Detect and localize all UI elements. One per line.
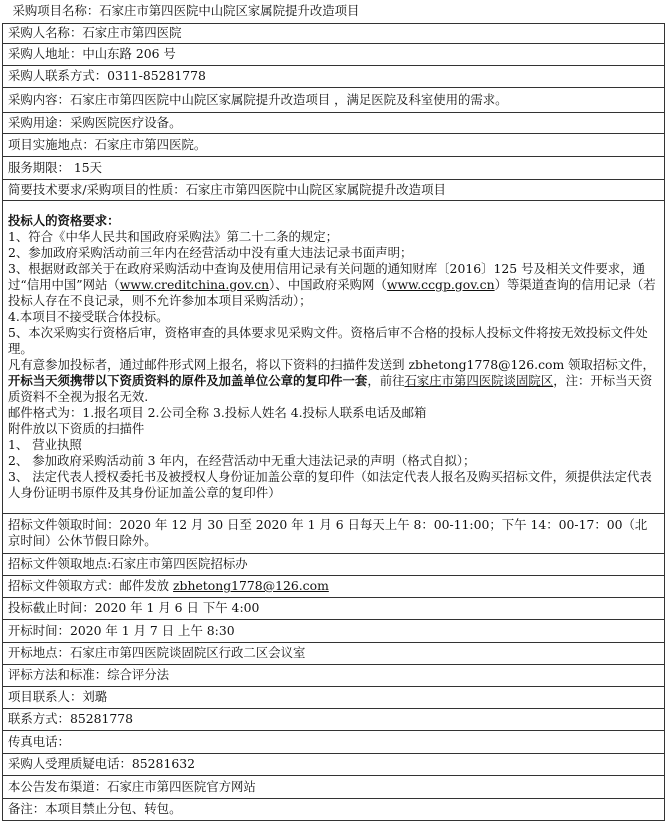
document-get-method: 招标文件领取方式：邮件发放 zbhetong1778@126.com xyxy=(3,575,665,597)
attachment-1: 1、 营业执照 xyxy=(8,436,82,452)
announcement-table xyxy=(2,0,665,821)
fax-phone: 传真电话： xyxy=(3,730,665,753)
purchaser-name: 采购人名称：石家庄市第四医院 xyxy=(3,23,665,43)
attachment-2: 2、 参加政府采购活动前 3 年内，在经营活动中无重大违法记录的声明（格式自拟）； xyxy=(8,452,476,468)
purchase-use: 采购用途：采购医院医疗设备。 xyxy=(3,112,665,133)
qualification-2: 2、参加政府采购活动前三年内在经营活动中没有重大违法记录书面声明； xyxy=(8,244,413,260)
opening-place: 开标地点：石家庄市第四医院谈固院区行政二区会议室 xyxy=(3,642,665,664)
opening-time: 开标时间：2020 年 1 月 7 日 上午 8:30 xyxy=(3,619,665,642)
qualifications-heading: 投标人的资格要求： xyxy=(8,212,120,228)
qualification-1: 1、符合《中华人民共和国政府采购法》第二十二条的规定； xyxy=(8,228,339,244)
qualification-4: 4.本项目不接受联合体投标。 xyxy=(8,308,169,324)
creditchina-link[interactable]: www.creditchina.gov.cn xyxy=(119,276,270,292)
attachment-heading: 附件放以下资质的扫描件 xyxy=(8,420,145,436)
publish-channel: 本公告发布渠道：石家庄市第四医院官方网站 xyxy=(3,775,665,798)
email-link[interactable]: zbhetong1778@126.com xyxy=(173,578,329,593)
mail-format: 邮件格式为：1.报名项目 2.公司全称 3.投标人姓名 4.投标人联系电话及邮箱 xyxy=(8,404,427,420)
qualification-3: 3、根据财政部关于在政府采购活动中查询及使用信用记录有关问题的通知财库〔2016〕125 号及相关文件要求，通过“信用中国”网站（www.creditchina.gov.cn）、中国政府采购网（www.ccgp.gov.cn）等渠道查询的信用记录（若投标人存在不良记录，则不允许参加本项目采购活动）； xyxy=(8,260,656,308)
purchase-content: 采购内容：石家庄市第四医院中山院区家属院提升改造项目 ，满足医院及科室使用的需求。 xyxy=(3,87,665,112)
service-period: 服务期限： 15天 xyxy=(3,156,665,179)
bid-deadline: 投标截止时间：2020 年 1 月 6 日 下午 4:00 xyxy=(3,597,665,619)
registration-instructions: 凡有意参加投标者，通过邮件形式网上报名，将以下资料的扫描件发送到 zbhetong1778@126.com 领取招标文件，开标当天须携带以下资质资料的原件及加盖单位公章的复印件一套，前往石家庄市第四医院谈固院区，注：开标当天资质资料不全视为报名无效. xyxy=(8,356,655,404)
complaint-phone: 采购人受理质疑电话：85281632 xyxy=(3,753,665,775)
purchaser-contact: 采购人联系方式：0311-85281778 xyxy=(3,65,665,87)
attachment-3: 3、 法定代表人授权委托书及被授权人身份证加盖公章的复印件（如法定代表人报名及购买招标文件，须提供法定代表人身份证明书原件及其身份证加盖公章的复印件） xyxy=(8,468,652,500)
bidder-qualifications xyxy=(3,200,665,513)
registration-place: 石家庄市第四医院谈固院区 xyxy=(404,372,554,388)
qualification-5: 5、本次采购实行资格后审，资格审查的具体要求见采购文件。资格后审不合格的投标人投标文件将按无效投标文件处理。 xyxy=(8,324,648,356)
document-get-place: 招标文件领取地点:石家庄市第四医院招标办 xyxy=(3,553,665,575)
purchaser-address: 采购人地址：中山东路 206 号 xyxy=(3,43,665,65)
evaluation-method: 评标方法和标准：综合评分法 xyxy=(3,664,665,686)
ccgp-link[interactable]: www.ccgp.gov.cn xyxy=(386,276,495,292)
remark: 备注：本项目禁止分包、转包。 xyxy=(3,798,665,820)
document-get-time: 招标文件领取时间：2020 年 12 月 30 日至 2020 年 1 月 6 日每天上午 8：00-11:00；下午 14：00-17：00（北京时间）公休节假日除外。 xyxy=(3,513,665,553)
project-nature: 简要技术要求/采购项目的性质：石家庄市第四医院中山院区家属院提升改造项目 xyxy=(3,179,665,200)
contact-phone: 联系方式：85281778 xyxy=(3,708,665,730)
project-title: 采购项目名称：石家庄市第四医院中山院区家属院提升改造项目 xyxy=(3,0,665,23)
contact-person: 项目联系人：刘璐 xyxy=(3,686,665,708)
project-site: 项目实施地点：石家庄市第四医院。 xyxy=(3,133,665,156)
